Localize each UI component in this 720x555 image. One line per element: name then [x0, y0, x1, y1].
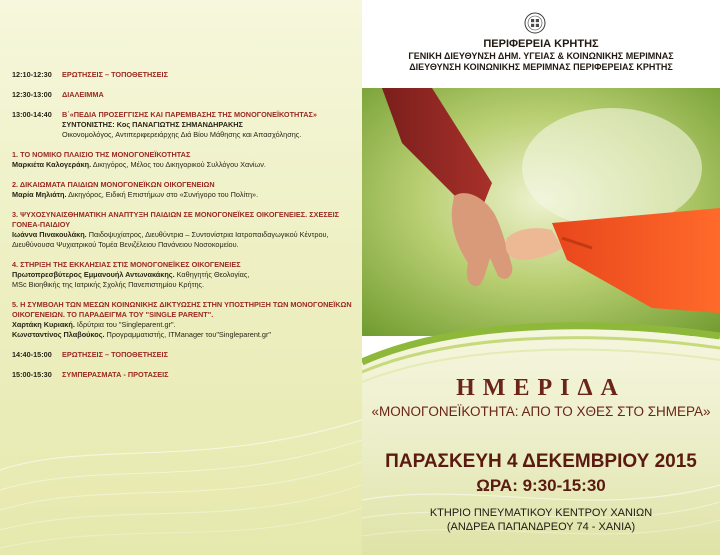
speaker-desc: Δικηγόρος, Μέλος του Δικηγορικού Συλλόγου Χανίων. [91, 160, 266, 169]
speaker-name: Μαρκιέτα Καλογεράκη. [12, 160, 92, 169]
event-title: ΗΜΕΡΙΔΑ [456, 375, 626, 401]
session-label: ΣΥΜΠΕΡΑΣΜΑΤΑ - ΠΡΟΤΑΣΕΙΣ [62, 370, 169, 379]
speaker-desc: Ιδρύτρια του "Singleparent.gr". [74, 320, 176, 329]
speaker-line [12, 320, 357, 330]
speaker-line [12, 190, 357, 200]
session-row [12, 70, 357, 80]
cover-panel [362, 0, 720, 555]
session-row [12, 350, 357, 360]
topic-title: 1. ΤΟ ΝΟΜΙΚΟ ΠΛΑΙΣΙΟ ΤΗΣ ΜΟΝΟΓΟΝΕΪΚΟΤΗΤΑΣ [12, 150, 191, 159]
speaker-name: Μαρία Μηλιάτη. [12, 190, 67, 199]
org-name: ΠΕΡΙΦΕΡΕΙΑ ΚΡΗΤΗΣ [483, 38, 599, 50]
session-row [12, 370, 357, 380]
session-row [12, 90, 357, 100]
speaker-name: Ιωάννα Πινακουλάκη. [12, 230, 87, 239]
topic-title: 2. ΔΙΚΑΙΩΜΑΤΑ ΠΑΙΔΙΩΝ ΜΟΝΟΓΟΝΕΪΚΩΝ ΟΙΚΟΓΕΝΕΙΩΝ [12, 180, 215, 189]
topic-block [12, 260, 357, 290]
topic-block [12, 210, 357, 250]
hands-photo [362, 88, 720, 336]
header [362, 38, 720, 73]
topic-block [12, 300, 357, 340]
speaker-line [12, 230, 357, 250]
coordinator-role: Οικονομολόγος, Αντιπεριφερειάρχης Διά Βίου Μάθησης και Απασχόλησης. [62, 130, 302, 139]
session-label: ΕΡΩΤΗΣΕΙΣ – ΤΟΠΟΘΕΤΗΣΕΙΣ [62, 70, 168, 79]
topic-block [12, 180, 357, 200]
bottom-background [362, 320, 720, 555]
session-label: ΔΙΑΛΕΙΜΜΑ [62, 90, 104, 99]
speaker-desc: Καθηγητής Θεολογίας, [174, 270, 250, 279]
program-list [12, 70, 357, 380]
venue-name: ΚΤΗΡΙΟ ΠΝΕΥΜΑΤΙΚΟΥ ΚΕΝΤΡΟΥ ΧΑΝΙΩΝ [429, 507, 653, 519]
event-subtitle: «ΜΟΝΟΓΟΝΕΪΚΟΤΗΤΑ: ΑΠΟ ΤΟ ΧΘΕΣ ΣΤΟ ΣΗΜΕΡΑ» [371, 404, 711, 419]
session-label: Β΄«ΠΕΔΙΑ ΠΡΟΣΕΓΓΙΣΗΣ ΚΑΙ ΠΑΡΕΜΒΑΣΗΣ ΤΗΣ ΜΟΝΟΓΟΝΕΪΚΟΤΗΤΑΣ» [62, 110, 317, 119]
topic-title: 5. Η ΣΥΜΒΟΛΗ ΤΩΝ ΜΕΣΩΝ ΚΟΙΝΩΝΙΚΗΣ ΔΙΚΤΥΩΣΗΣ ΣΤΗΝ ΥΠΟΣΤΗΡΙΞΗ ΤΩΝ ΜΟΝΟΓΟΝΕΪΚΩΝ ΟΙΚΟΓΕΝΕΙΩΝ. ΤΟ ΠΑΡΑΔΕΙΓΜΑ ΤΟΥ "SINGLE PARENT". [12, 300, 352, 319]
session-time: 15:00-15:30 [12, 370, 52, 379]
org-line-2: ΓΕΝΙΚΗ ΔΙΕΥΘΥΝΣΗ ΔΗΜ. ΥΓΕΙΑΣ & ΚΟΙΝΩΝΙΚΗΣ ΜΕΡΙΜΝΑΣ [408, 51, 674, 61]
org-line-3: ΔΙΕΥΘΥΝΣΗ ΚΟΙΝΩΝΙΚΗΣ ΜΕΡΙΜΝΑΣ ΠΕΡΙΦΕΡΕΙΑΣ ΚΡΗΤΗΣ [409, 62, 673, 72]
event-date: ΠΑΡΑΣΚΕΥΗ 4 ΔΕΚΕΜΒΡΙΟΥ 2015 [385, 451, 697, 472]
topic-title: 3. ΨΥΧΟΣΥΝΑΙΣΘΗΜΑΤΙΚΗ ΑΝΑΠΤΥΞΗ ΠΑΙΔΙΩΝ ΣΕ ΜΟΝΟΓΟΝΕΪΚΕΣ ΟΙΚΟΓΕΝΕΙΕΣ. ΣΧΕΣΕΙΣ ΓΟΝΕΑ-ΠΑΙΔΙΟΥ [12, 210, 340, 229]
event-time: ΩΡΑ: 9:30-15:30 [476, 476, 606, 495]
session-row [12, 110, 357, 120]
session-time: 12:30-13:00 [12, 90, 52, 99]
coordinator: ΣΥΝΤΟΝΙΣΤΗΣ: Κος ΠΑΝΑΓΙΩΤΗΣ ΣΗΜΑΝΔΗΡΑΚΗΣ [62, 120, 243, 129]
speaker-name: Κωνσταντίνος Πλαβούκος. [12, 330, 105, 339]
speaker-name: Πρωτοπρεσβύτερος Εμμανουήλ Αντωνακάκης. [12, 270, 175, 279]
topic-title: 4. ΣΤΗΡΙΞΗ ΤΗΣ ΕΚΚΛΗΣΙΑΣ ΣΤΙΣ ΜΟΝΟΓΟΝΕΪΚΕΣ ΟΙΚΟΓΕΝΕΙΕΣ [12, 260, 241, 269]
session-time: 12:10-12:30 [12, 70, 52, 79]
speaker-desc: Παιδοψυχίατρος, Διευθύντρια – Συντονίστρια Ιατροπαιδαγωγικού Κέντρου, Διευθύνουσα Ψυχιατρικού Τομέα Βενιζέλειου Πανάνειου Νοσοκομείου. [12, 230, 329, 249]
session-time: 13:00-14:40 [12, 110, 52, 119]
speaker-line [12, 270, 357, 280]
session-label: ΕΡΩΤΗΣΕΙΣ – ΤΟΠΟΘΕΤΗΣΕΙΣ [62, 350, 168, 359]
topic-block [12, 150, 357, 170]
speaker-line [12, 330, 357, 340]
crest-icon [524, 12, 546, 34]
speaker-desc: Δικηγόρος, Ειδική Επιστήμων στο «Συνήγορο του Πολίτη». [66, 190, 259, 199]
speaker-name: Χαρτάκη Κυριακή. [12, 320, 75, 329]
venue-address: (ΑΝΔΡΕΑ ΠΑΠΑΝΔΡΕΟΥ 74 - ΧΑΝΙΑ) [446, 521, 636, 533]
speaker-line [12, 160, 357, 170]
speaker-desc: Προγραμματιστής, ITManager του"Singleparent.gr" [104, 330, 272, 339]
speaker-extra: MSc Βιοηθικής της Ιατρικής Σχολής Πανεπιστημίου Κρήτης. [12, 280, 205, 289]
session-time: 14:40-15:00 [12, 350, 52, 359]
